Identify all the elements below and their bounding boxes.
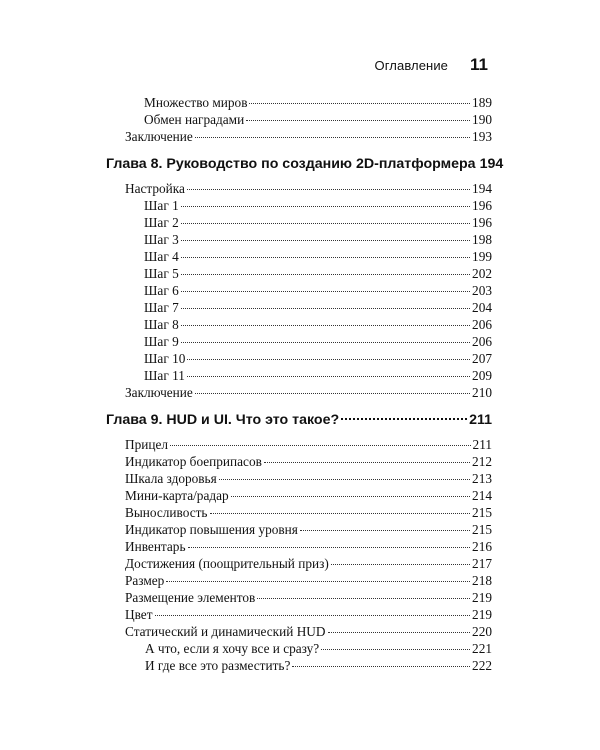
- toc-entry[interactable]: [125, 623, 492, 640]
- chapter-8-heading[interactable]: [106, 154, 504, 174]
- toc-entry[interactable]: [125, 94, 492, 111]
- toc-entry-page: 202: [472, 266, 492, 281]
- toc-entry[interactable]: [125, 180, 492, 197]
- toc-entry-title: Шаг 1: [144, 198, 179, 213]
- toc-entry-title: Прицел: [125, 437, 169, 452]
- dot-leader: [219, 478, 470, 480]
- toc-entry-page: 190: [472, 112, 492, 127]
- toc-entry-title: Инвентарь: [125, 539, 186, 554]
- toc-entry-title: Достижения (поощрительный приз): [125, 556, 329, 571]
- toc-entry-title: Обмен наградами: [144, 112, 245, 127]
- toc-entry-title: Размер: [125, 573, 165, 588]
- dot-leader: [181, 341, 470, 343]
- toc-entry-page: 215: [472, 505, 492, 520]
- toc-entry-page: 194: [472, 181, 492, 196]
- dot-leader: [321, 648, 470, 650]
- toc-entry-title: Статический и динамический HUD: [125, 624, 326, 639]
- dot-leader: [181, 205, 470, 207]
- toc-entry-title: Шаг 3: [144, 232, 179, 247]
- dot-leader: [181, 307, 470, 309]
- toc-entry-page: 189: [472, 95, 492, 110]
- chapter-title: Глава 9. HUD и UI. Что это такое?: [106, 412, 340, 428]
- toc-entry[interactable]: [125, 657, 492, 674]
- toc-entry-page: 218: [472, 573, 492, 588]
- toc-entry-title: Шаг 10: [144, 351, 186, 366]
- toc-entry-page: 222: [472, 658, 492, 673]
- toc-entry-page: 196: [472, 215, 492, 230]
- dot-leader: [331, 563, 470, 565]
- toc-entry[interactable]: [125, 572, 492, 589]
- toc-entry-title: Шаг 5: [144, 266, 179, 281]
- running-header: [88, 55, 488, 75]
- toc-entry[interactable]: [125, 555, 492, 572]
- toc-entry-title: Шкала здоровья: [125, 471, 217, 486]
- toc-entry[interactable]: [125, 248, 492, 265]
- toc-entry[interactable]: [125, 316, 492, 333]
- dot-leader: [155, 614, 471, 616]
- toc-entry[interactable]: [125, 333, 492, 350]
- toc-entry-page: 217: [472, 556, 492, 571]
- toc-entry-title: Выносливость: [125, 505, 208, 520]
- toc-entry-page: 219: [472, 607, 492, 622]
- dot-leader: [195, 392, 470, 394]
- toc-entry[interactable]: [125, 640, 492, 657]
- toc-entry-page: 209: [472, 368, 492, 383]
- chapter-page: 211: [469, 412, 492, 428]
- toc-entry[interactable]: [125, 111, 492, 128]
- toc-entry[interactable]: [125, 128, 492, 145]
- dot-leader: [188, 546, 471, 548]
- toc-entry[interactable]: [125, 265, 492, 282]
- dot-leader: [181, 290, 470, 292]
- toc-entry-title: Мини-карта/радар: [125, 488, 229, 503]
- toc-entry-title: Индикатор боеприпасов: [125, 454, 262, 469]
- dot-leader: [328, 631, 471, 633]
- toc-entry-page: 212: [472, 454, 492, 469]
- dot-leader: [249, 102, 470, 104]
- toc-entry-title: Шаг 7: [144, 300, 179, 315]
- table-of-contents: [106, 94, 504, 674]
- toc-entry-title: Шаг 4: [144, 249, 179, 264]
- toc-entry[interactable]: [125, 197, 492, 214]
- toc-entry-page: 198: [472, 232, 492, 247]
- toc-entry-page: 196: [472, 198, 492, 213]
- toc-entry[interactable]: [125, 538, 492, 555]
- toc-entry-page: 215: [472, 522, 492, 537]
- toc-entry[interactable]: [125, 487, 492, 504]
- toc-entry-title: Множество миров: [144, 95, 248, 110]
- toc-top-entries: [125, 94, 492, 145]
- toc-entry-page: 221: [472, 641, 492, 656]
- chapter-page: 194: [479, 156, 504, 172]
- dot-leader: [231, 495, 470, 497]
- toc-entry-page: 206: [472, 334, 492, 349]
- toc-entry-page: 210: [472, 385, 492, 400]
- chapter-9-entries: [125, 436, 492, 674]
- toc-entry[interactable]: [125, 521, 492, 538]
- toc-entry-title: Шаг 8: [144, 317, 179, 332]
- toc-entry[interactable]: [125, 367, 492, 384]
- toc-entry[interactable]: [125, 470, 492, 487]
- dot-leader: [257, 597, 470, 599]
- dot-leader: [187, 358, 470, 360]
- toc-entry[interactable]: [125, 589, 492, 606]
- dot-leader: [181, 239, 470, 241]
- toc-entry-page: 220: [472, 624, 492, 639]
- toc-entry-page: 207: [472, 351, 492, 366]
- chapter-8-entries: [125, 180, 492, 401]
- dot-leader: [187, 375, 470, 377]
- dot-leader: [187, 188, 470, 190]
- toc-entry-title: Шаг 6: [144, 283, 179, 298]
- dot-leader: [246, 119, 470, 121]
- dot-leader: [292, 665, 470, 667]
- toc-entry[interactable]: [125, 299, 492, 316]
- chapter-title: Глава 8. Руководство по созданию 2D-платформера: [106, 156, 476, 172]
- toc-entry-title: Цвет: [125, 607, 153, 622]
- toc-entry-page: 199: [472, 249, 492, 264]
- toc-entry[interactable]: [125, 606, 492, 623]
- dot-leader: [195, 136, 470, 138]
- toc-entry-page: 219: [472, 590, 492, 605]
- dot-leader: [181, 324, 470, 326]
- toc-entry-page: 216: [472, 539, 492, 554]
- dot-leader: [181, 256, 470, 258]
- section-title: Оглавление: [374, 58, 449, 73]
- dot-leader: [341, 417, 467, 420]
- toc-entry[interactable]: [125, 350, 492, 367]
- toc-entry-title: Шаг 9: [144, 334, 179, 349]
- toc-entry-title: Настройка: [125, 181, 185, 196]
- toc-entry-page: 214: [472, 488, 492, 503]
- toc-entry-title: Заключение: [125, 385, 193, 400]
- dot-leader: [264, 461, 470, 463]
- toc-entry-title: Заключение: [125, 129, 193, 144]
- toc-entry-title: Шаг 2: [144, 215, 179, 230]
- toc-entry-page: 206: [472, 317, 492, 332]
- page-number: 11: [470, 55, 488, 74]
- dot-leader: [181, 222, 470, 224]
- dot-leader: [166, 580, 470, 582]
- toc-entry-title: Размещение элементов: [125, 590, 256, 605]
- toc-entry[interactable]: [125, 504, 492, 521]
- toc-entry-page: 213: [472, 471, 492, 486]
- dot-leader: [181, 273, 470, 275]
- toc-entry-title: И где все это разместить?: [145, 658, 291, 673]
- toc-entry[interactable]: [125, 231, 492, 248]
- toc-entry[interactable]: [125, 436, 492, 453]
- toc-entry-title: Индикатор повышения уровня: [125, 522, 298, 537]
- dot-leader: [300, 529, 470, 531]
- dot-leader: [170, 444, 471, 446]
- chapter-9-heading[interactable]: [106, 410, 492, 430]
- toc-entry[interactable]: [125, 384, 492, 401]
- toc-entry-page: 211: [472, 437, 492, 452]
- toc-entry[interactable]: [125, 214, 492, 231]
- dot-leader: [210, 512, 471, 514]
- toc-entry-title: А что, если я хочу все и сразу?: [145, 641, 320, 656]
- toc-entry-page: 204: [472, 300, 492, 315]
- toc-entry-page: 203: [472, 283, 492, 298]
- toc-entry-page: 193: [472, 129, 492, 144]
- toc-entry[interactable]: [125, 453, 492, 470]
- toc-entry[interactable]: [125, 282, 492, 299]
- toc-entry-title: Шаг 11: [144, 368, 185, 383]
